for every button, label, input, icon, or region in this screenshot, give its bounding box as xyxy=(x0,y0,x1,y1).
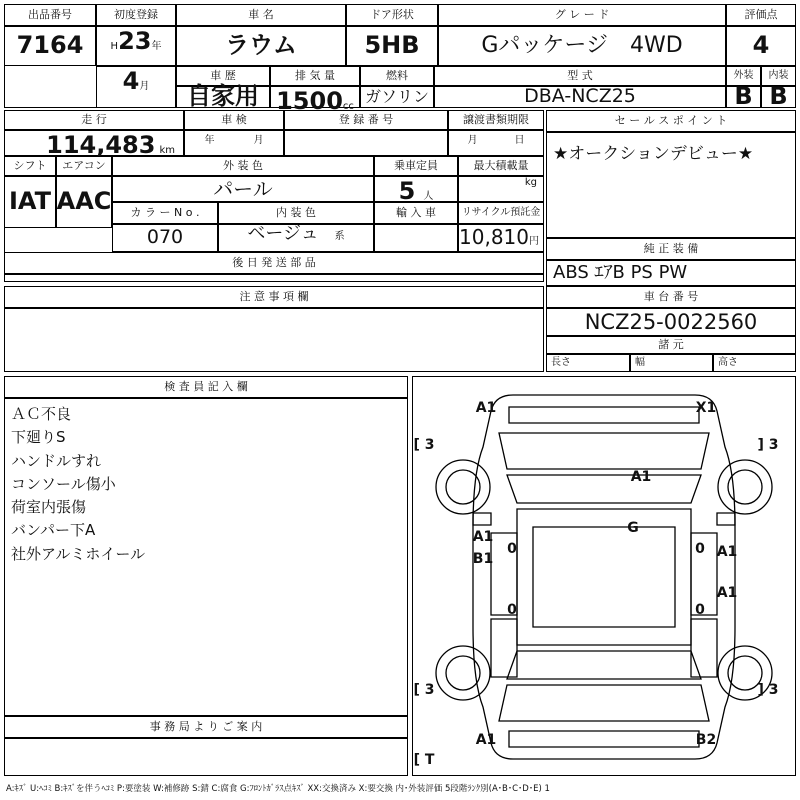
dimensions-label: 諸 元 xyxy=(546,336,796,354)
displacement-unit: cc xyxy=(342,101,354,112)
sales-point-text: ★オークションデビュー★ xyxy=(553,144,754,164)
sales-point-body xyxy=(546,132,796,238)
reg-year: 23 xyxy=(118,27,152,55)
mileage-unit: km xyxy=(159,145,175,156)
transfer-month-unit: 月 xyxy=(467,135,478,146)
damage-mark: A1 xyxy=(475,732,497,748)
first-registration-month xyxy=(96,66,176,108)
office-notice-title: 事 務 局 よ り ご 案 内 xyxy=(4,716,408,738)
seats-value xyxy=(374,176,458,205)
car-name: ラウム xyxy=(176,26,346,66)
grade-value: Gパッケージ 4WD xyxy=(438,26,726,66)
car-damage-diagram xyxy=(412,376,796,776)
damage-mark: 0 xyxy=(507,602,517,618)
equipment-title: 純 正 装 備 xyxy=(546,238,796,260)
recycle-fee-label: リサイクル預託金 xyxy=(458,202,544,224)
max-load-unit: kg xyxy=(524,177,537,188)
registration-label: 登 録 番 号 xyxy=(284,110,448,130)
color-number-value: 070 xyxy=(112,224,218,252)
displacement-value xyxy=(270,86,360,115)
damage-mark: A1 xyxy=(475,400,497,416)
transfer-day-unit: 日 xyxy=(514,135,525,146)
inspector-note-line: コンソール傷小 xyxy=(11,474,116,493)
later-parts-label: 後 日 発 送 部 品 xyxy=(4,252,544,274)
inspector-title: 検 査 員 記 入 欄 xyxy=(4,376,408,398)
exterior-grade-label: 外装 xyxy=(726,66,761,86)
recycle-fee-value xyxy=(458,224,544,252)
first-registration-label: 初度登録 xyxy=(96,4,176,26)
interior-color-value xyxy=(218,224,374,252)
fuel-label: 燃料 xyxy=(360,66,434,86)
lot-number: 7164 xyxy=(4,26,96,66)
registration-value xyxy=(284,130,448,156)
width-label: 幅 xyxy=(630,354,713,372)
door-type: 5HB xyxy=(346,26,438,66)
damage-mark: [ T xyxy=(413,752,435,768)
model-code-value: DBA-NCZ25 xyxy=(434,86,726,108)
lot-label: 出品番号 xyxy=(4,4,96,26)
shift-value: IAT xyxy=(4,176,56,228)
seats-unit: 人 xyxy=(423,191,434,202)
damage-mark: G xyxy=(627,520,639,536)
displacement-number: 1500 xyxy=(276,87,343,115)
fuel-value: ガソリン xyxy=(360,86,434,108)
score-value: 4 xyxy=(726,26,796,66)
damage-mark: 0 xyxy=(695,541,705,557)
inspector-note-line: 荷室内張傷 xyxy=(11,498,87,516)
exterior-color-label: 外 装 色 xyxy=(112,156,374,176)
car-history-label: 車 歴 xyxy=(176,66,270,86)
model-code-label: 型 式 xyxy=(434,66,726,86)
exterior-grade-value: B xyxy=(726,86,761,108)
equipment-items: ABS ｴｱB PS PW xyxy=(546,260,796,286)
reg-year-unit: 年 xyxy=(151,41,162,52)
seats-label: 乗車定員 xyxy=(374,156,458,176)
aircon-value: AAC xyxy=(56,176,112,228)
damage-mark: A1 xyxy=(716,585,738,601)
shift-label: シフト xyxy=(4,156,56,176)
grade-label: グ レ ー ド xyxy=(438,4,726,26)
office-notice-text xyxy=(5,739,407,745)
exterior-color-value: パール xyxy=(112,176,374,202)
inspector-note-line: ＡＣ不良 xyxy=(11,405,72,423)
later-parts-value xyxy=(4,274,544,282)
import-value xyxy=(374,224,458,252)
transfer-deadline-value xyxy=(448,130,544,156)
mileage-number: 114,483 xyxy=(46,131,156,159)
damage-mark: 0 xyxy=(695,602,705,618)
inspector-body xyxy=(4,398,408,716)
caution-text xyxy=(5,309,543,317)
max-load-label: 最大積載量 xyxy=(458,156,544,176)
color-number-label: カ ラ ー N o . xyxy=(112,202,218,224)
reg-month: 4 xyxy=(122,67,140,95)
chassis-number: NCZ25-0022560 xyxy=(546,308,796,336)
length-label: 長さ xyxy=(546,354,630,372)
sales-point-title: セ ー ル ス ポ イ ン ト xyxy=(546,110,796,132)
inspector-note-line: ハンドルすれ xyxy=(11,451,102,470)
interior-grade-label: 内装 xyxy=(761,66,796,86)
max-load-value xyxy=(458,176,544,202)
car-outline-svg xyxy=(413,377,795,775)
door-type-label: ドア形状 xyxy=(346,4,438,26)
mileage-value xyxy=(4,130,184,159)
damage-mark: B1 xyxy=(472,551,494,567)
damage-mark: 0 xyxy=(507,541,517,557)
inspection-year-unit: 年 xyxy=(204,135,215,146)
reg-month-unit: 月 xyxy=(139,81,150,92)
caution-body xyxy=(4,308,544,372)
inspector-note-line: 下廻りS xyxy=(11,428,66,447)
interior-color-label: 内 装 色 xyxy=(218,202,374,224)
first-registration-value xyxy=(96,26,176,66)
damage-mark: [ 3 xyxy=(413,682,435,698)
damage-mark: ] 3 xyxy=(757,682,779,698)
caution-title: 注 意 事 項 欄 xyxy=(4,286,544,308)
recycle-fee-unit: 円 xyxy=(529,236,539,247)
transfer-deadline-label: 譲渡書類期限 xyxy=(448,110,544,130)
damage-mark: A1 xyxy=(630,469,652,485)
interior-color-name: ベージュ xyxy=(247,223,319,244)
inspector-note-line: 社外アルミホイール xyxy=(11,544,146,563)
score-label: 評価点 xyxy=(726,4,796,26)
car-history-value: 自家用 xyxy=(176,86,270,108)
import-label: 輸 入 車 xyxy=(374,202,458,224)
inspection-value xyxy=(184,130,284,156)
damage-mark: ] 3 xyxy=(757,437,779,453)
inspector-note-list xyxy=(5,399,407,570)
recycle-fee-number: 10,810 xyxy=(459,225,529,249)
damage-mark: [ 3 xyxy=(413,437,435,453)
car-name-label: 車 名 xyxy=(176,4,346,26)
interior-color-suffix: 系 xyxy=(334,231,345,242)
interior-grade-value: B xyxy=(761,86,796,108)
height-label: 高さ xyxy=(713,354,796,372)
damage-mark: X1 xyxy=(695,400,717,416)
damage-mark: A1 xyxy=(716,544,738,560)
mileage-label: 走 行 xyxy=(4,110,184,130)
damage-mark: B2 xyxy=(695,732,717,748)
legend-text: A:ｷｽﾞ U:ﾍｺﾐ B:ｷｽﾞを伴うﾍｺﾐ P:要塗装 W:補修跡 S:錆 C:腐食 G:ﾌﾛﾝﾄｶﾞﾗｽ点ｷｽﾞ XX:交換済み X:要交換 内･外装評価 5段階ﾗﾝｸ別(A･B･C･D･E) 1 xyxy=(6,784,550,794)
damage-mark: A1 xyxy=(472,529,494,545)
office-notice-body xyxy=(4,738,408,776)
era-letter: H xyxy=(110,41,119,52)
aircon-label: エアコン xyxy=(56,156,112,176)
chassis-label: 車 台 番 号 xyxy=(546,286,796,308)
displacement-label: 排 気 量 xyxy=(270,66,360,86)
inspection-month-unit: 月 xyxy=(253,135,264,146)
inspector-note-line: バンパー下A xyxy=(11,521,96,540)
inspection-label: 車 検 xyxy=(184,110,284,130)
seats-number: 5 xyxy=(398,177,416,205)
